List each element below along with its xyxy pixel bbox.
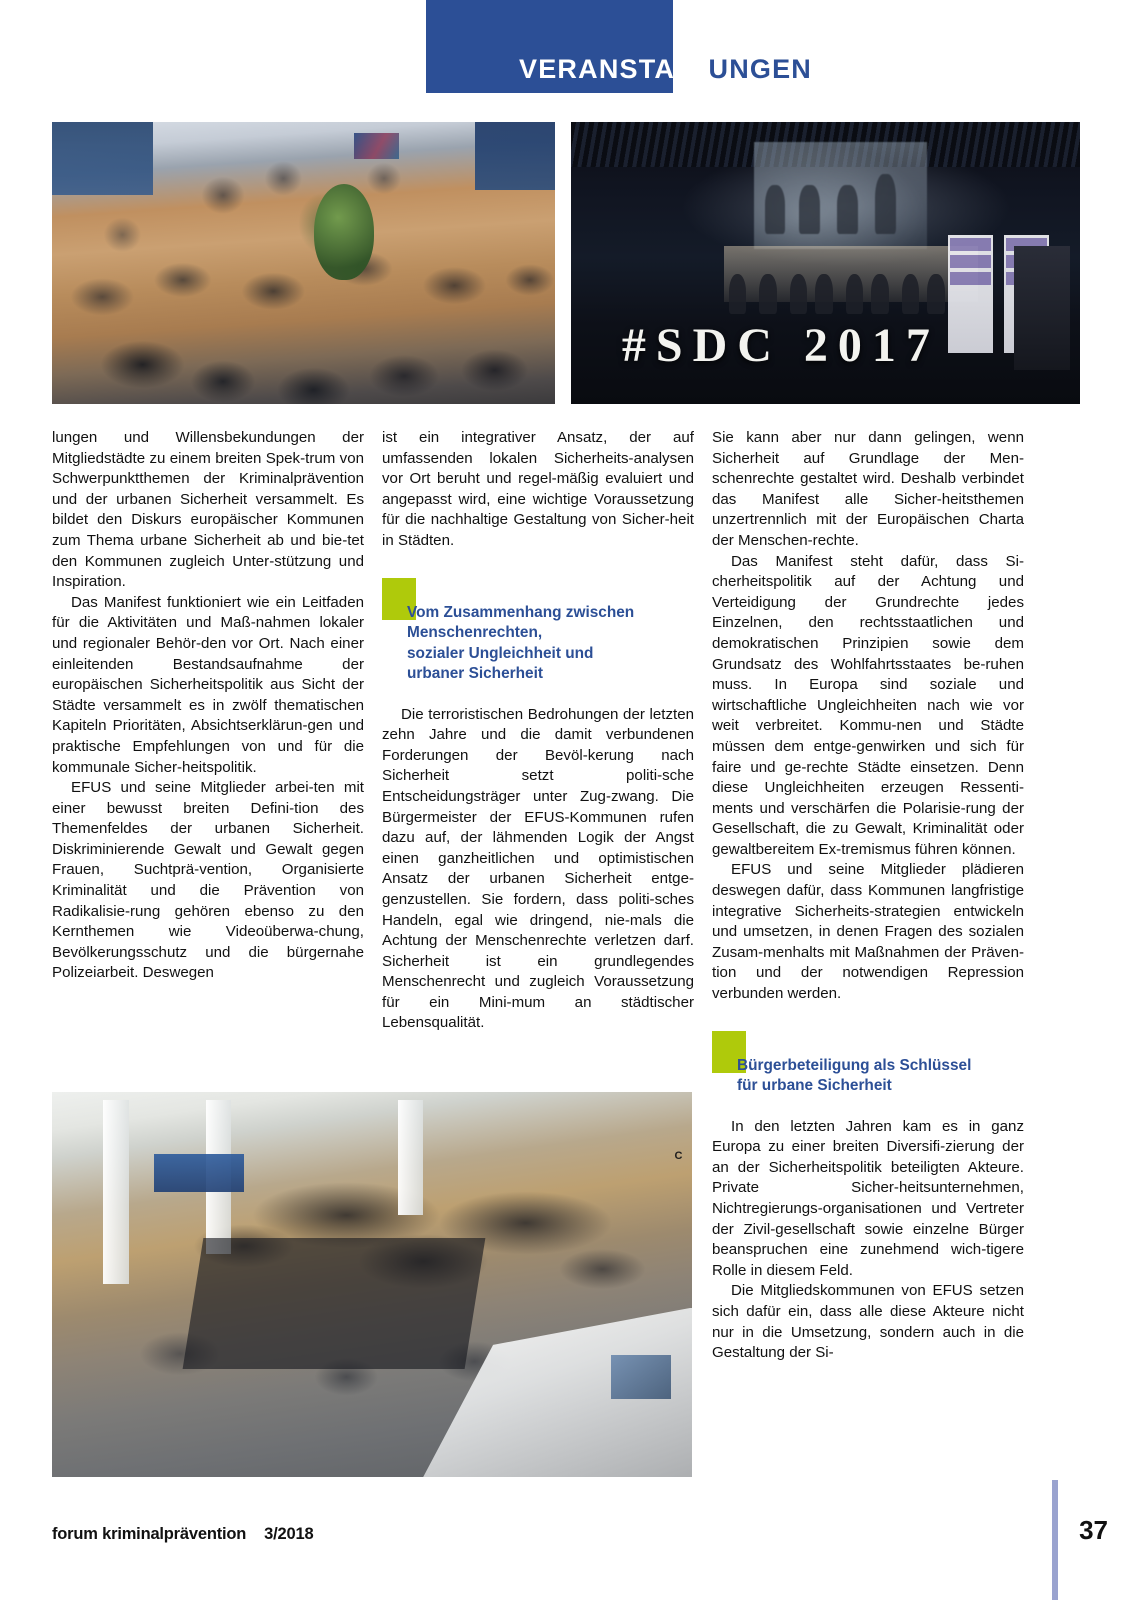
subheading-text <box>382 603 694 685</box>
column-3 <box>712 428 1024 1364</box>
photo-hall-carpet <box>182 1238 484 1369</box>
paragraph: In den letzten Jahren kam es in ganz Europa zu einer breiten Diversifi-zierung der an der Sicherheitspolitik beteiligten Akteure. Private Sicher-heitsunternehmen, Nichtregierungs-organisationen und Vertreter der Zivil-gesellschaft sowie einzelne Bürger beanspruchen eine zunehmend wich-tigere Rolle in diesem Feld. <box>712 1117 1024 1279</box>
subheading-line: Menschenrechten, <box>407 624 543 642</box>
photo-foyer-booth-right <box>475 122 555 190</box>
photo-stage-podium <box>1014 246 1070 370</box>
photo-foyer-booth-left <box>52 122 153 195</box>
paragraph: Sie kann aber nur dann gelingen, wenn Sicherheit auf Grundlage der Men-schenrechte gestaltet wird. Deshalb verbindet das Manifest alle Sicher-heitsthemen unzertrennlich mit der Europäischen Charta der Menschen-rechte. <box>712 429 1024 549</box>
paragraph: ist ein integrativer Ansatz, der auf umfassenden lokalen Sicherheits-analysen vor Ort beruht und regel-mäßig evaluiert und angepasst wird, eine wichtige Voraussetzung für die nachhaltige Gestaltung von Sicher-heit in Städten. <box>382 429 694 549</box>
page-footer <box>0 1480 1132 1600</box>
subheading-line: Bürgerbeteiligung als Schlüssel <box>737 1056 972 1074</box>
photo-panel-stage <box>571 122 1080 404</box>
photo-stage-letters: #SDC 2017 <box>621 319 940 373</box>
footer-issue: 3/2018 <box>264 1525 314 1543</box>
photo-hall-blue-stand <box>154 1154 244 1193</box>
photo-foyer-screen <box>354 133 399 158</box>
column-1 <box>52 428 364 984</box>
page-number: 37 <box>1079 1515 1108 1545</box>
page-title <box>426 56 1132 96</box>
paragraph: lungen und Willensbekundungen der Mitgliedstädte zu einem breiten Spek-trum von Schwerpunktthemen der Kriminalprävention und der urbanen Sicherheit versammelt. Es bildet den Diskurs europäischer Kommunen zum Thema urbane Sicherheit ab und bie-tet den Kommunen zugleich Unter-stützung und Inspiration. <box>52 429 364 591</box>
page-title-first-part: VERANSTALT <box>519 54 709 84</box>
subheading-line: sozialer Ungleichheit und <box>407 644 594 662</box>
paragraph: Das Manifest steht dafür, dass Si-cherheitspolitik auf der Achtung und Verteidigung der Grundrechte jedes Einzelnen, den rechtsstaatlichen und demokratischen Prinzipien sowie dem Grundsatz des Wohlfahrtsstaates be-ruhen muss. In Europa sind soziale und wirtschaftliche Ungleichheiten nach wie vor weit verbreitet. Kommu-nen und Städte müssen dem entge-genwirken und sich für faire und ge-rechte Städte einsetzen. Denn diese Ungleichheiten erzeugen Ressenti-ments und verschärfen die Polarisie-rung der Gesellschaft, die zu Gewalt, Kriminalität oder gewaltbereitem Ex-tremismus führen können. <box>712 552 1024 858</box>
photo-foyer-plant <box>314 184 374 280</box>
photo-exhibition-hall <box>52 1092 692 1477</box>
footer-publication-info <box>52 1525 313 1544</box>
column-2 <box>382 428 694 1034</box>
subheading-line: Vom Zusammenhang zwischen <box>407 603 635 621</box>
photo-stage-projection <box>754 142 927 249</box>
footer-vertical-rule <box>1052 1480 1058 1600</box>
subheading-human-rights <box>382 578 694 685</box>
paragraph: EFUS und seine Mitglieder plädieren deswegen dafür, dass Kommunen langfristige integrative Sicherheits-strategien entwickeln und umsetzen, in denen Fragen des sozialen Zusam-menhalts mit Maßnahmen der Präven-tion und der notwendigen Repression verbunden werden. <box>712 861 1024 1003</box>
paragraph: Die Mitgliedskommunen von EFUS setzen sich dafür ein, dass alle diese Akteure nicht nur in die Umsetzung, sondern auch in die Gestaltung der Si- <box>712 1282 1024 1362</box>
paragraph: EFUS und seine Mitglieder arbei-ten mit einer bewusst breiten Defini-tion des Themenfeldes der urbanen Sicherheit. Diskriminierende Gewalt und Gewalt gegen Frauen, Suchtprä-vention, Organisierte Kriminalität und die Prävention von Radikalisie-rung gehören ebenso zu den Kernthemen wie Videoüberwa-chung, Bevölkerungsschutz und die bürgernahe Polizeiarbeit. Deswegen <box>52 779 364 982</box>
subheading-text <box>712 1056 1024 1097</box>
photo-conference-foyer <box>52 122 555 404</box>
subheading-line: für urbane Sicherheit <box>737 1077 892 1095</box>
footer-publication-name: forum kriminalprävention <box>52 1525 247 1543</box>
subheading-line: urbaner Sicherheit <box>407 665 543 683</box>
paragraph: Die terroristischen Bedrohungen der letzten zehn Jahre und die damit verbundenen Forderungen der Bevöl-kerung nach Sicherheit setzt politi-sche Entscheidungsträger unter Zug-zwang. Die Bürgermeister der EFUS-Kommunen rufen dazu auf, der lähmenden Logik der Angst einen ganzheitlichen und optimistischen Ansatz der urbanen Sicherheit entge-genzustellen. Sie fordern, dass politi-sches Handeln, egal wie dringend, nie-mals die Achtung der Menschenrechte verletzen darf. Sicherheit ist ein grundlegendes Menschenrecht und zugleich Voraussetzung für ein Mini-mum an städtischer Lebensqualität. <box>382 705 694 1032</box>
subheading-citizen-participation <box>712 1031 1024 1097</box>
photo-hall-marker-label: C <box>674 1149 683 1162</box>
page-title-second-part: UNGEN <box>708 54 813 84</box>
paragraph: Das Manifest funktioniert wie ein Leitfaden für die Aktivitäten und Maß-nahmen lokaler und regionaler Behör-den vor Ort. Nach einer einleitenden Bestandsaufnahme der europäischen Sicherheitspolitik aus Sicht der Städte versammelt es in zwölf thematischen Kapiteln Prioritäten, Absichtserklärun-gen und praktische Empfehlungen von und für die kommunale Sicher-heitspolitik. <box>52 593 364 776</box>
